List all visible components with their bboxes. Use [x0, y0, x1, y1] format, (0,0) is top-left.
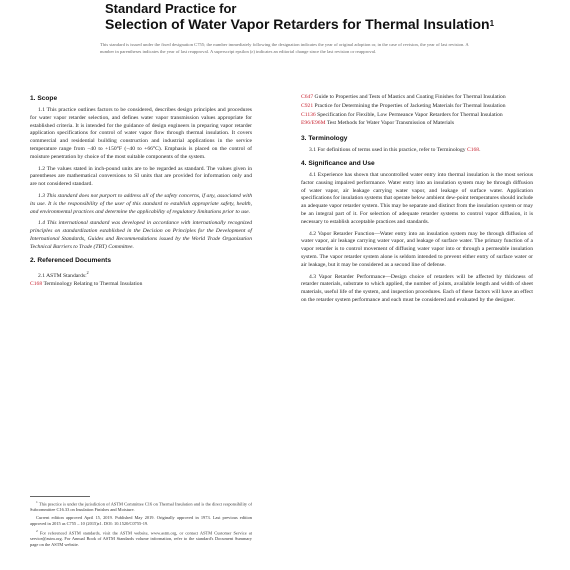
astm-standards-lead: [30, 269, 252, 281]
title-line-1: Standard Practice for: [105, 1, 237, 16]
reference-item[interactable]: [30, 281, 252, 289]
reference-item[interactable]: [301, 94, 533, 102]
title-line-2-text: Selection of Water Vapor Retarders for Thermal Insulation: [105, 16, 490, 32]
significance-paragraph-4-1: 4.1 Experience has shown that uncontrolled water entry into thermal insulation is the most serious factor causing impaired performance. Water entry into an insulation system may be through diffusion of water vapor, air leakage carrying water vapor, and leakage of surface water. Application specifications for insulation systems that operate below ambient dew-point temperatures should include an adequate vapor retarder system. This may be separate and distinct from the insulation system or may be an integral part of it. For selection of adequate retarder systems to control vapor diffusion, it is necessary to establish acceptable practices and standards.: [301, 171, 533, 225]
scope-paragraph-1-3: 1.3 This standard does not purport to address all of the safety concerns, if any, associated with its use. It is the responsibility of the user of this standard to establish appropriate safety, health, and environmental practices and determine the applicability of regulatory limitations prior to use.: [30, 192, 252, 215]
scope-paragraph-1-2: 1.2 The values stated in inch-pound units are to be regarded as standard. The values given in parentheses are mathematical conversions to SI units that are provided for information only and are not considered standard.: [30, 165, 252, 188]
designation-notice: This standard is issued under the fixed designation C755; the number immediately following the designation indicates the year of original adoption or, in the case of revision, the year of last revision. A number in parentheses indicates the year of last reapproval. A superscript epsilon (ε) indicates an editorial change since the last revision or reapproval.: [100, 42, 469, 54]
reference-code-link[interactable]: E96/E96M: [301, 120, 326, 127]
footnote-2: $^2$ For referenced ASTM standards, visit the ASTM website, www.astm.org, or contact ASTM Customer Service at service@astm.org. For Annual Book of ASTM Standards volume information, refer to the standard's Document Summary page on the ASTM website.: [30, 528, 252, 547]
significance-paragraph-4-2: 4.2 Vapor Retarder Function—Water entry into an insulation system may be through diffusion of water vapor, air leakage carrying water vapor, and leakage of surface water. The primary function of a vapor retarder is to control movement of diffusing water vapor into or through a permeable insulation system. The vapor retarder system alone is seldom intended to prevent either entry of surface water or air leakage, but it may be considered as a second line of defense.: [301, 230, 533, 268]
reference-title: Terminology Relating to Thermal Insulation: [43, 281, 143, 288]
reference-item[interactable]: [301, 103, 533, 111]
astm-standards-footnote-mark: 2: [86, 269, 89, 275]
terminology-text: 3.1 For definitions of terms used in this practice, refer to Terminology: [309, 147, 467, 154]
significance-paragraph-4-3: 4.3 Vapor Retarder Performance—Design choice of retarders will be affected by thickness of retarder materials, substrate to which applied, the number of joints, available length and width of sheet materials, useful life of the system, and inspection procedures. Each of these factors will have an effect on the retarder system performance and each must be considered and evaluated by the designer.: [301, 273, 533, 303]
reference-code-link[interactable]: C647: [301, 94, 314, 100]
document-title: [105, 2, 525, 32]
reference-item[interactable]: [301, 112, 533, 120]
footnote-divider: [30, 496, 90, 497]
reference-title: Specification for Flexible, Low Permeance Vapor Retarders for Thermal Insulation: [317, 111, 503, 118]
reference-item[interactable]: [301, 120, 533, 128]
section-heading-terminology: 3. Terminology: [301, 135, 348, 143]
section-heading-significance: 4. Significance and Use: [301, 159, 375, 167]
footnote-1: $^1$ This practice is under the jurisdiction of ASTM Committee C16 on Thermal Insulation and is the direct responsibility of Subcommittee C16.33 on Insulation Finishes and Moisture.: [30, 500, 252, 513]
footnote-1-edition: Current edition approved April 15, 2019. Published May 2019. Originally approved in 1973. Last previous edition approved in 2015 as C755 – 10 (2015)ε1. DOI: 10.1520/C0755-19.: [30, 515, 252, 526]
left-column: [30, 94, 252, 295]
section-heading-scope: 1. Scope: [30, 95, 58, 102]
reference-code-link[interactable]: C168: [30, 281, 43, 288]
footnote-1-text: This practice is under the jurisdiction of ASTM Committee C16 on Thermal Insulation and is the direct responsibility of Subcommittee C16.33 on Insulation Finishes and Moisture.: [30, 501, 252, 513]
reference-code-link[interactable]: C921: [301, 102, 314, 109]
reference-code-link[interactable]: C1136: [301, 111, 316, 118]
section-heading-referenced-documents: 2. Referenced Documents: [30, 256, 111, 264]
referenced-documents-continued: [301, 94, 533, 128]
referenced-documents-list: [30, 269, 252, 289]
scope-paragraph-1-1: 1.1 This practice outlines factors to be considered, describes design principles and procedures for water vapor retarder selection, and defines water vapor transmission values appropriate for established criteria. It is intended for the guidance of design engineers in preparing vapor retarder application specifications for control of water vapor flow through thermal insulation. It covers commercial and residential building construction and industrial applications in the service temperature range from −40 to +150°F (−40 to +66°C). Emphasis is placed on the control of moisture penetration by choice of the most suitable components of the system.: [30, 107, 252, 160]
right-column: [301, 94, 533, 309]
title-line-2: [105, 16, 525, 32]
reference-title: Test Methods for Water Vapor Transmission of Materials: [326, 120, 455, 127]
scope-paragraph-1-4: 1.4 This international standard was developed in accordance with internationally recognized principles on standardization established in the Decision on Principles for the Development of International Standards, Guides and Recommendations issued by the World Trade Organization Technical Barriers to Trade (TBT) Committee.: [30, 220, 252, 250]
reference-title: Practice for Determining the Properties of Jacketing Materials for Thermal Insulation: [314, 102, 506, 109]
terminology-paragraph-3-1: [301, 147, 533, 155]
reference-title: Guide to Properties and Tests of Mastics and Coating Finishes for Thermal Insulation: [314, 94, 506, 100]
terminology-period: .: [479, 147, 481, 154]
astm-standards-label: 2.1 ASTM Standards:: [38, 272, 87, 279]
title-footnote-mark: 1: [489, 19, 495, 28]
footnote-2-text: For referenced ASTM standards, visit the ASTM website, www.astm.org, or contact ASTM Customer Service at service@astm.org. For Annual Book of ASTM Standards volume information, refer to the standard's Document Summary page on the ASTM website.: [30, 530, 252, 547]
footnotes: [30, 496, 252, 550]
terminology-reference-link[interactable]: C168: [466, 147, 480, 154]
